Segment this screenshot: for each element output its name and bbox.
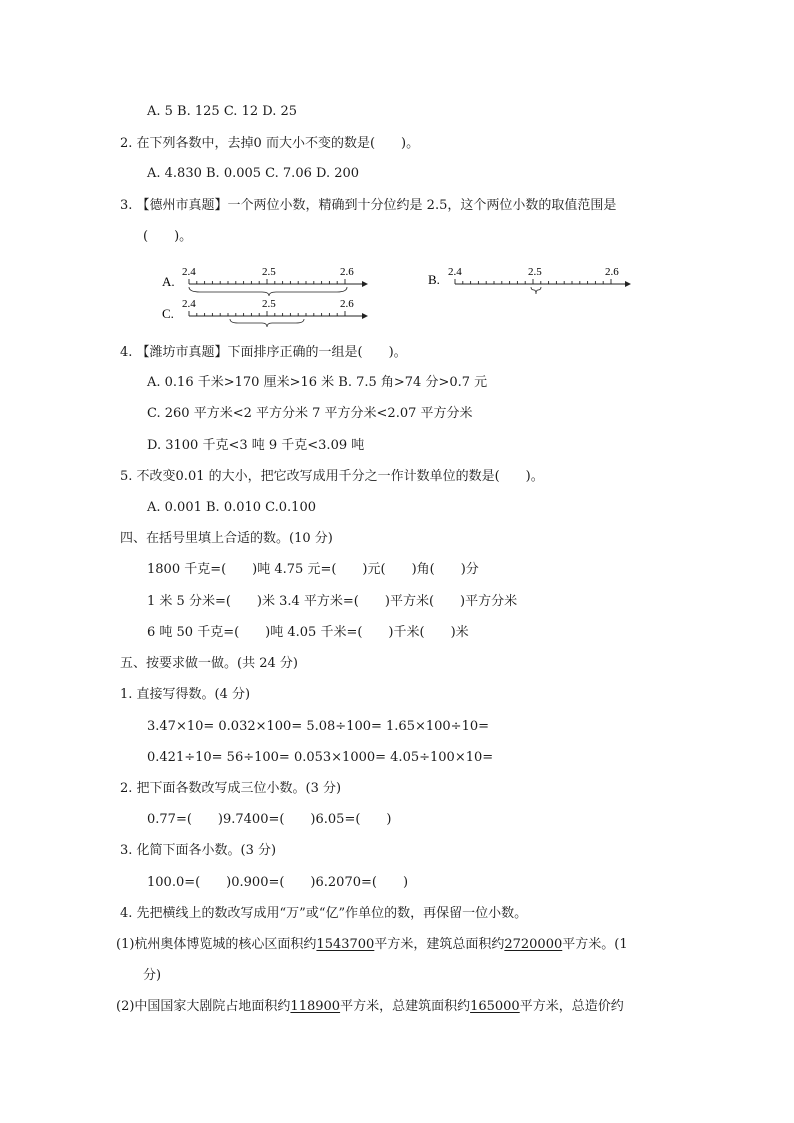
item-2-text-c: 平方米，总造价约 — [519, 999, 624, 1014]
part-3-line-1: 100.0=( )0.900=( )6.2070=( ) — [147, 875, 409, 890]
option-c-label: C. — [162, 306, 174, 321]
question-4: 4. 【潍坊市真题】下面排序正确的一组是( )。 — [120, 345, 407, 360]
item-2-number-2: 165000 — [470, 999, 520, 1014]
number-line-figure — [0, 256, 794, 336]
tick-label: 2.6 — [340, 298, 354, 310]
part-4-title: 4. 先把横线上的数改写成用“万”或“亿”作单位的数，再保留一位小数。 — [120, 906, 528, 921]
q1-options: A. 5 B. 125 C. 12 D. 25 — [147, 104, 298, 119]
tick-label: 2.5 — [262, 266, 276, 278]
part-2-line-1: 0.77=( )9.7400=( )6.05=( ) — [147, 812, 392, 827]
item-2-number-1: 118900 — [290, 999, 341, 1014]
question-3-cont: ( )。 — [143, 229, 193, 244]
number-line-a — [162, 266, 368, 296]
q5-options: A. 0.001 B. 0.010 C.0.100 — [147, 500, 316, 515]
item-1-number-1: 1543700 — [316, 937, 375, 952]
option-a-label: A. — [162, 274, 175, 289]
part-3-title: 3. 化简下面各小数。(3 分) — [120, 843, 277, 858]
tick-label: 2.5 — [262, 298, 276, 310]
part-4-item-2 — [116, 998, 624, 1016]
question-3: 3. 【德州市真题】一个两位小数，精确到十分位约是 2.5，这个两位小数的取值范围是 — [120, 198, 617, 213]
section-4-line-2: 1 米 5 分米=( )米 3.4 平方米=( )平方米( )平方分米 — [147, 594, 518, 609]
part-1-line-1: 3.47×10= 0.032×100= 5.08÷100= 1.65×100÷10= — [147, 719, 490, 734]
number-line-b — [428, 266, 631, 294]
brace-a — [189, 287, 347, 296]
number-line-c — [162, 298, 368, 327]
tick-label: 2.6 — [605, 266, 619, 278]
item-1-text-c: 平方米。(1 — [562, 937, 628, 952]
question-5: 5. 不改变0.01 的大小，把它改写成用千分之一作计数单位的数是( )。 — [120, 469, 544, 484]
part-1-title: 1. 直接写得数。(4 分) — [120, 687, 251, 702]
item-2-text-a: (2)中国国家大剧院占地面积约 — [116, 999, 291, 1014]
tick-label: 2.5 — [528, 266, 542, 278]
option-b-label: B. — [428, 272, 440, 287]
q4-option-c: C. 260 平方米<2 平方分米 7 平方分米<2.07 平方分米 — [147, 406, 473, 421]
item-1-text-a: (1)杭州奥体博览城的核心区面积约 — [116, 937, 317, 952]
q4-option-ab: A. 0.16 千米>170 厘米>16 米 B. 7.5 角>74 分>0.7 元 — [147, 375, 488, 390]
part-4-item-1 — [116, 936, 628, 954]
section-4-title: 四、在括号里填上合适的数。(10 分) — [120, 531, 333, 546]
item-1-number-2: 2720000 — [504, 937, 563, 952]
part-2-title: 2. 把下面各数改写成三位小数。(3 分) — [120, 781, 342, 796]
section-4-line-1: 1800 千克=( )吨 4.75 元=( )元( )角( )分 — [147, 562, 479, 577]
brace-b — [531, 287, 541, 294]
section-5-title: 五、按要求做一做。(共 24 分) — [120, 656, 298, 671]
tick-label: 2.4 — [448, 266, 462, 278]
part-1-line-2: 0.421÷10= 56÷100= 0.053×1000= 4.05÷100×10= — [147, 750, 494, 765]
q2-options: A. 4.830 B. 0.005 C. 7.06 D. 200 — [147, 166, 360, 181]
item-2-text-b: 平方米，总建筑面积约 — [340, 999, 471, 1014]
item-1-text-b: 平方米，建筑总面积约 — [374, 937, 505, 952]
tick-label: 2.4 — [182, 298, 196, 310]
question-2: 2. 在下列各数中，去掉0 而大小不变的数是( )。 — [120, 136, 420, 151]
q4-option-d: D. 3100 千克<3 吨 9 千克<3.09 吨 — [147, 438, 365, 453]
tick-label: 2.6 — [340, 266, 354, 278]
section-4-line-3: 6 吨 50 千克=( )吨 4.05 千米=( )千米( )米 — [147, 625, 469, 640]
part-4-item-1-cont: 分) — [143, 968, 162, 983]
brace-c — [230, 319, 304, 327]
tick-label: 2.4 — [182, 266, 196, 278]
